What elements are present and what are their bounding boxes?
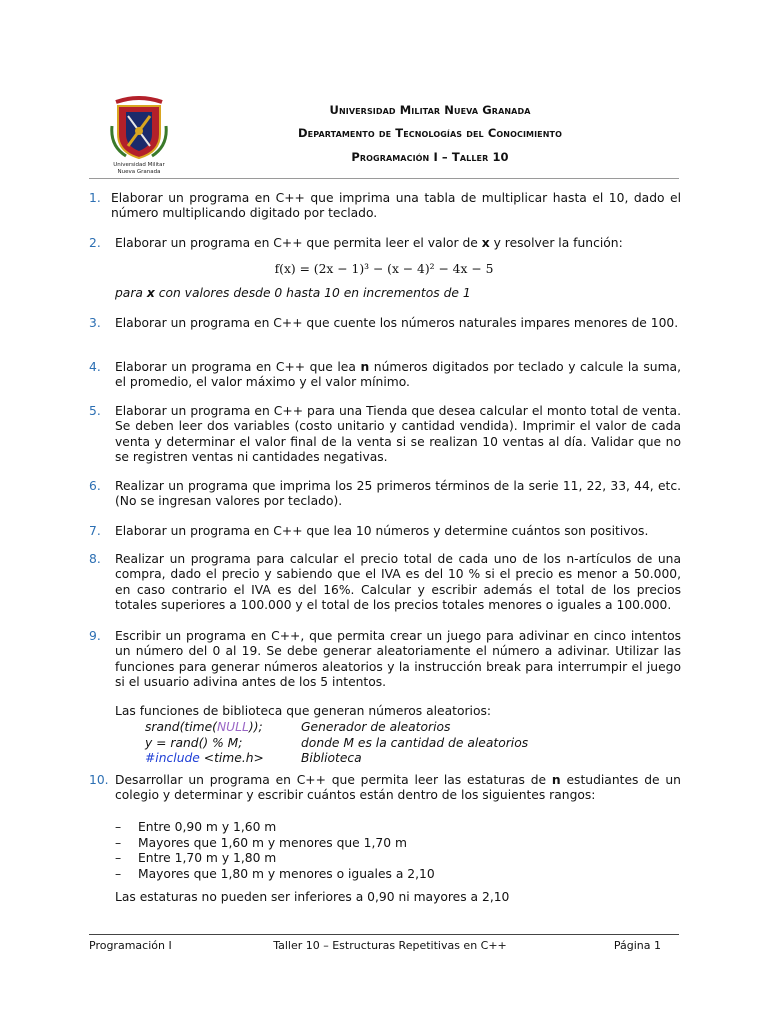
item-number: 6. bbox=[89, 479, 101, 493]
department-name: Departamento de Tecnologías del Conocimiento bbox=[298, 126, 562, 140]
code-line: y = rand() % M; bbox=[145, 736, 243, 750]
footer-divider bbox=[89, 934, 679, 935]
code-comment: Generador de aleatorios bbox=[301, 720, 451, 734]
item-number: 8. bbox=[89, 552, 101, 566]
logo-caption-2: Nueva Granada bbox=[117, 169, 161, 175]
code-line: srand(time(NULL)); bbox=[145, 720, 263, 734]
logo-caption-1: Universidad Militar bbox=[113, 162, 165, 168]
range-item: Entre 1,70 m y 1,80 m bbox=[138, 851, 277, 865]
course-title: Programación I – Taller 10 bbox=[351, 150, 509, 164]
bullet-dash: – bbox=[115, 867, 122, 881]
item-text: Realizar un programa que imprima los 25 primeros términos de la serie 11, 22, 33, 44, etc. (No se ingresan valores por teclado). bbox=[115, 479, 681, 509]
item10-note: Las estaturas no pueden ser inferiores a 0,90 ni mayores a 2,10 bbox=[115, 890, 510, 904]
range-item: Mayores que 1,60 m y menores que 1,70 m bbox=[138, 836, 407, 850]
bullet-dash: – bbox=[115, 836, 122, 850]
footer-course: Programación I bbox=[89, 939, 172, 952]
code-comment: donde M es la cantidad de aleatorios bbox=[301, 736, 529, 750]
header-divider bbox=[89, 178, 679, 179]
bullet-dash: – bbox=[115, 851, 122, 865]
item-number: 4. bbox=[89, 360, 101, 374]
code-comment: Biblioteca bbox=[301, 751, 362, 765]
item-text: Desarrollar un programa en C++ que permita leer las estaturas de n estudiantes de un colegio y determinar y escribir cuántos están dentro de los siguientes rangos: bbox=[115, 773, 681, 803]
item-number: 5. bbox=[89, 404, 101, 418]
library-intro: Las funciones de biblioteca que generan números aleatorios: bbox=[115, 704, 492, 718]
range-item: Entre 0,90 m y 1,60 m bbox=[138, 820, 277, 834]
item-text: Elaborar un programa en C++ que lea 10 números y determine cuántos son positivos. bbox=[115, 524, 649, 538]
item2-note: para x con valores desde 0 hasta 10 en incrementos de 1 bbox=[115, 286, 471, 300]
item-text: Elaborar un programa en C++ que lea n números digitados por teclado y calcule la suma, el promedio, el valor máximo y el valor mínimo. bbox=[115, 360, 682, 390]
item-number: 3. bbox=[89, 316, 101, 330]
formula: f(x) = (2x − 1)³ − (x − 4)² − 4x − 5 bbox=[274, 262, 494, 276]
bullet-dash: – bbox=[115, 820, 122, 834]
footer-page-number: Página 1 bbox=[613, 939, 661, 952]
range-item: Mayores que 1,80 m y menores o iguales a 2,10 bbox=[138, 867, 435, 881]
item-number: 2. bbox=[89, 236, 101, 250]
university-logo bbox=[106, 96, 172, 176]
item-text: Elaborar un programa en C++ que imprima una tabla de multiplicar hasta el 10, dado el número multiplicando digitado por teclado. bbox=[111, 191, 681, 221]
footer-title: Taller 10 – Estructuras Repetitivas en C++ bbox=[273, 939, 507, 952]
item-text: Elaborar un programa en C++ para una Tienda que desea calcular el monto total de venta. Se deben leer dos variables (costo unitario y cantidad vendida). Imprimir el valor de cada venta y determinar el valor final de la venta si se realizan 10 ventas al día. Validar que no se registren ventas ni cantidades negativas. bbox=[115, 404, 681, 465]
item-number: 9. bbox=[89, 629, 101, 643]
item-number: 1. bbox=[89, 191, 101, 205]
university-name: Universidad Militar Nueva Granada bbox=[329, 103, 531, 117]
item-number: 10. bbox=[89, 773, 109, 787]
item-text: Escribir un programa en C++, que permita crear un juego para adivinar en cinco intentos un número del 0 al 19. Se debe generar aleatoriamente el número a adivinar. Utilizar las funciones para generar números aleatorios y la instrucción break para interrumpir el juego si el usuario adivina antes de los 5 intentos. bbox=[115, 629, 681, 690]
item-text: Realizar un programa para calcular el precio total de cada uno de los n-artículos de una compra, dado el precio y sabiendo que el IVA es del 10 % si el precio es menor a 50.000, en caso contrario el IVA es del 16%. Calcular y escribir además el total de los precios totales superiores a 100.000 y el total de los precios totales menores o iguales a 100.000. bbox=[115, 552, 681, 613]
item-number: 7. bbox=[89, 524, 101, 538]
item-text: Elaborar un programa en C++ que permita leer el valor de x y resolver la función: bbox=[115, 236, 623, 250]
item-text: Elaborar un programa en C++ que cuente los números naturales impares menores de 100. bbox=[115, 316, 679, 330]
code-line: #include <time.h> bbox=[145, 751, 264, 765]
